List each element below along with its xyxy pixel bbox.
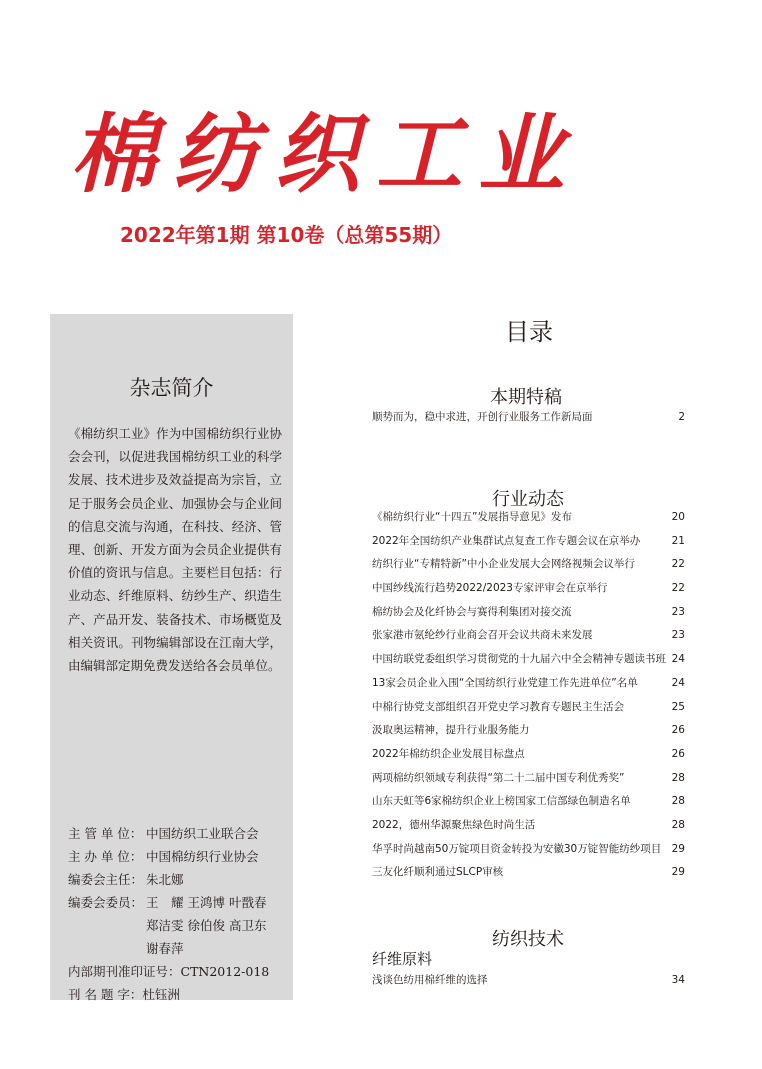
toc-entry-title: 棉纺协会及化纤协会与赛得利集团对接交流 (372, 605, 572, 618)
toc-entry[interactable] (372, 509, 685, 533)
toc-entry-title: 华孚时尚越南50万锭项目资金转投为安徽30万锭智能纺纱项目 (372, 842, 662, 855)
toc-entry-page: 26 (671, 724, 685, 737)
toc-entry-page: 2 (678, 411, 685, 423)
intro-title: 杂志简介 (129, 376, 214, 400)
toc-entry-page: 24 (671, 653, 685, 666)
credit-inscription: 刊 名 题 字：杜钰洲 (68, 987, 180, 1002)
toc-entry-page: 21 (671, 534, 685, 547)
credit-members-line2: 郑洁雯 徐伯俊 高卫东 (146, 918, 267, 933)
toc-section-featured (372, 409, 685, 433)
toc-entry[interactable] (372, 604, 685, 628)
toc-entry[interactable] (372, 817, 685, 841)
toc-entry-title: 三友化纤顺利通过SLCP审核 (372, 866, 504, 879)
toc-entry-title: 浅谈色纺用棉纤维的选择 (372, 974, 488, 986)
credit-director: 编委会主任： 朱北娜 (68, 872, 184, 887)
toc-entry[interactable] (372, 972, 685, 996)
toc-entry-title: 《棉纺织行业“十四五”发展指导意见》发布 (372, 511, 572, 523)
toc-entry-title: 山东天虹等6家棉纺织企业上榜国家工信部绿色制造名单 (372, 795, 631, 808)
toc-entry[interactable] (372, 722, 685, 746)
toc-entry-page: 20 (671, 511, 685, 523)
toc-subsection-title: 纤维原料 (372, 950, 433, 968)
toc-entry[interactable] (372, 627, 685, 651)
toc-entry-title: 顺势而为，稳中求进，开创行业服务工作新局面 (372, 411, 593, 423)
toc-entry[interactable] (372, 580, 685, 604)
editorial-credits (68, 822, 293, 1006)
toc-entry-title: 2022，德州华源聚焦绿色时尚生活 (372, 818, 536, 831)
credit-supervisor: 主 管 单 位： 中国纺织工业联合会 (68, 826, 259, 841)
toc-entry-page: 28 (671, 795, 685, 808)
toc-section-title: 行业动态 (492, 489, 564, 510)
toc-entry-title: 中国纺联党委组织学习贯彻党的十九届六中全会精神专题读书班 (372, 653, 666, 666)
toc-entry[interactable] (372, 651, 685, 675)
toc-entry-page: 23 (671, 629, 685, 642)
issue-info: 2022年第1期 第10卷（总第55期） (120, 223, 453, 247)
magazine-intro-panel (50, 314, 293, 1000)
toc-entry-page: 29 (671, 866, 685, 879)
toc-entry-page: 25 (671, 700, 685, 713)
toc-entry[interactable] (372, 556, 685, 580)
toc-entry-title: 张家港市氨纶纱行业商会召开会议共商未来发展 (372, 629, 593, 642)
toc-entry[interactable] (372, 675, 685, 699)
journal-masthead: 棉纺织工业 (70, 104, 580, 205)
toc-entry-page: 29 (671, 842, 685, 855)
credit-permit: 内部期刊准印证号：CTN2012-018 (68, 964, 270, 979)
credit-members-line3: 谢春萍 (146, 941, 184, 956)
toc-entry-title: 两项棉纺织领域专利获得“第二十二届中国专利优秀奖” (372, 771, 625, 784)
toc-entry-page: 23 (671, 605, 685, 618)
toc-entry[interactable] (372, 533, 685, 557)
toc-entry[interactable] (372, 841, 685, 865)
toc-entry-title: 中棉行协党支部组织召开党史学习教育专题民主生活会 (372, 700, 624, 713)
toc-entry-title: 中国纱线流行趋势2022/2023专家评审会在京举行 (372, 582, 608, 595)
toc-entry-page: 22 (671, 582, 685, 595)
toc-entry[interactable] (372, 770, 685, 794)
toc-entry-page: 28 (671, 771, 685, 784)
toc-entry[interactable] (372, 746, 685, 770)
toc-entry-title: 13家会员企业入围“全国纺织行业党建工作先进单位”名单 (372, 676, 638, 689)
intro-text: 《棉纺织工业》作为中国棉纺织行业协会会刊，以促进我国棉纺织工业的科学发展、技术进步及效益提高为宗旨，立足于服务会员企业、加强协会与企业间的信息交流与沟通，在科技、经济、管理、创新、开发方面为会员企业提供有价值的资讯与信息。主要栏目包括：行业动态、纤维原料、纺纱生产、织造生产、产品开发、装备技术、市场概览及相关资讯。刊物编辑部设在江南大学，由编辑部定期免费发送给各会员单位。 (68, 426, 282, 674)
toc-section-title: 纺织技术 (492, 929, 564, 950)
toc-entry-page: 22 (671, 558, 685, 571)
toc-entry-title: 汲取奥运精神，提升行业服务能力 (372, 724, 530, 737)
toc-entry-page: 28 (671, 818, 685, 831)
toc-entry[interactable] (372, 699, 685, 723)
credit-sponsor: 主 办 单 位： 中国棉纺织行业协会 (68, 849, 259, 864)
toc-section-title: 本期特稿 (490, 387, 562, 408)
toc-entry-title: 2022年全国纺织产业集群试点复查工作专题会议在京举办 (372, 534, 641, 547)
toc-entry-title: 2022年棉纺织企业发展目标盘点 (372, 747, 525, 760)
toc-entry[interactable] (372, 409, 685, 433)
toc-entry[interactable] (372, 793, 685, 817)
toc-entry-page: 24 (671, 676, 685, 689)
toc-entry-page: 26 (671, 747, 685, 760)
credit-members: 编委会委员： 王 耀 王鸿博 叶戬春 (68, 895, 267, 910)
toc-heading: 目录 (505, 318, 553, 346)
toc-section-textile-tech (372, 972, 685, 996)
toc-section-industry-news (372, 509, 685, 888)
toc-entry[interactable] (372, 864, 685, 888)
toc-entry-title: 纺织行业“专精特新”中小企业发展大会网络视频会议举行 (372, 558, 635, 571)
toc-entry-page: 34 (671, 974, 685, 986)
